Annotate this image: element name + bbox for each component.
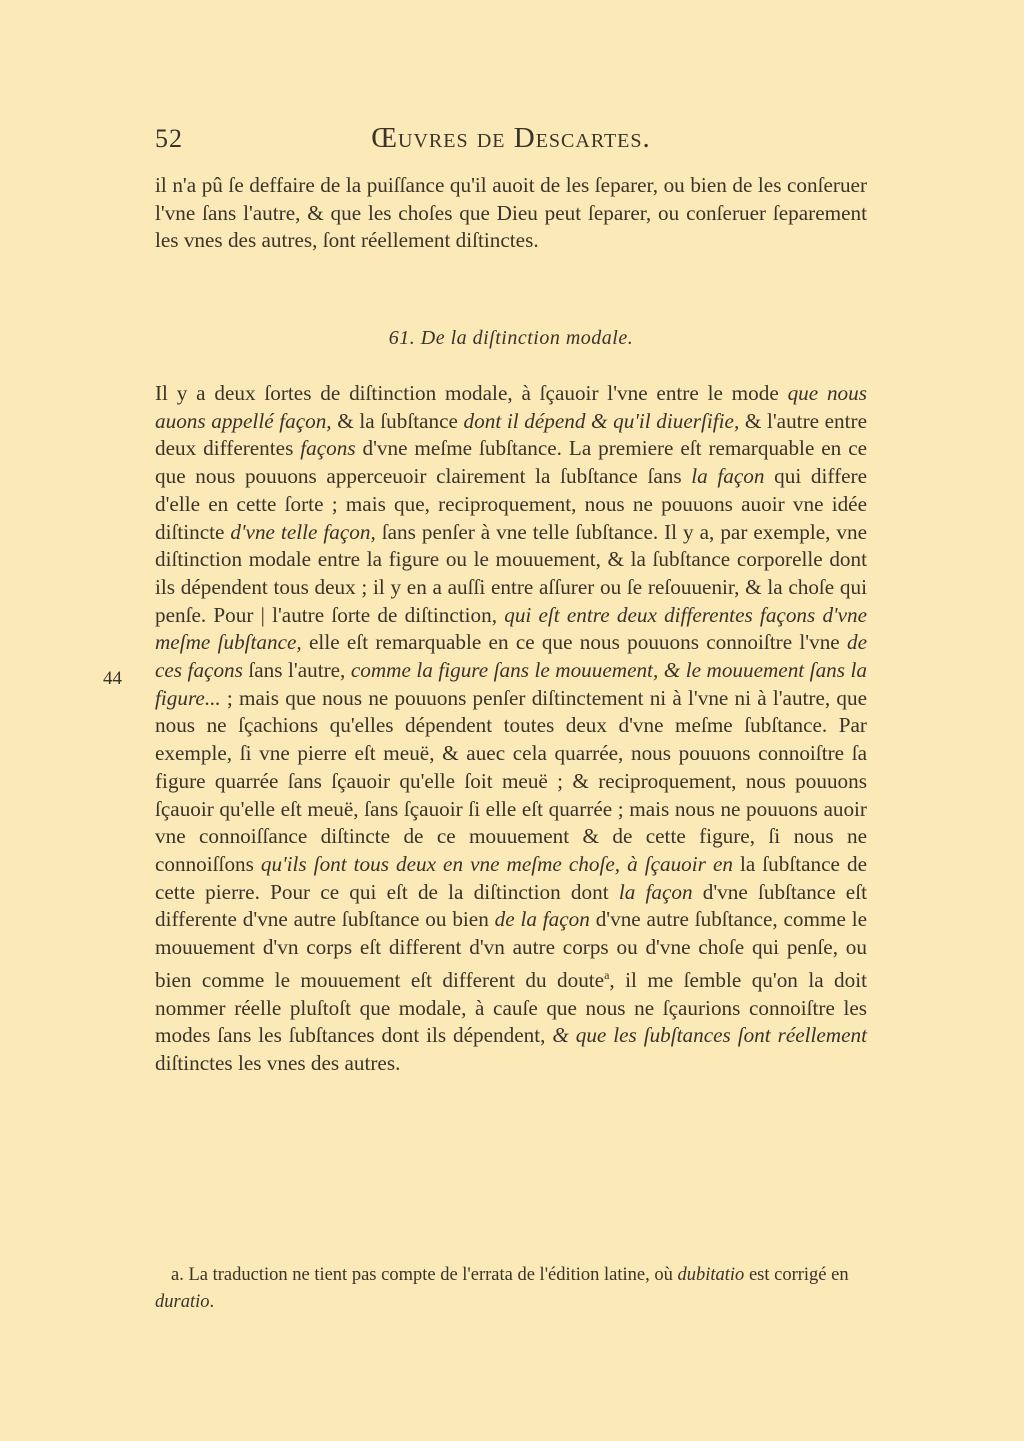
paragraph-modal-distinction xyxy=(155,380,867,1078)
footnote-italic: dubitatio xyxy=(677,1265,745,1285)
margin-page-reference: 44 xyxy=(103,668,122,689)
page-header xyxy=(155,118,867,158)
text-run: d'vne meſme ſubſtance. La premiere eſt remarquable en ce que nous pouuons apperceuoir clairement la ſubſtance ſans xyxy=(155,436,867,489)
italic-run: la façon xyxy=(691,464,765,489)
italic-run: de ces façons xyxy=(155,630,868,683)
paragraph-text xyxy=(155,380,867,1078)
page-number: 52 xyxy=(155,124,183,153)
italic-run: qui eſt entre deux differentes façons d'vne meſme ſubſtance, xyxy=(155,602,867,655)
paragraph-text: il n'a pû ſe deffaire de la puiſſance qu'il auoit de les ſeparer, ou bien de les conſeruer l'vne ſans l'autre, & que les choſes que Dieu peut ſeparer, ou conſeruer ſeparement les vnes des autres, ſont réellement diſtinctes. xyxy=(155,173,867,253)
italic-run: & que les ſubſtances ſont réellement xyxy=(552,1023,867,1048)
footnote xyxy=(155,1262,867,1316)
footnote-marker: a. xyxy=(171,1265,184,1285)
text-run: ſans penſer à vne telle ſubſtance. Il y a, par exemple, vne diſtinction modale entre la figure ou le mouuement, & la ſubſtance corporelle dont ils dépendent tous deux ; il y en a auſſi entre aſſurer ou ſe reſouuenir, & la choſe qui penſe. Pour | l'autre ſorte de diſtinction, xyxy=(155,519,867,627)
text-run: d'vne autre ſubſtance, comme le mouuement d'vn corps eſt different d'vn autre corps ou d'vne choſe qui penſe, ou bien comme le mouuement eſt different du doute xyxy=(155,907,868,992)
text-run: d'vne ſubſtance eſt differente d'vne autre ſubſtance ou bien xyxy=(155,879,867,932)
text-run: diſtinctes les vnes des autres. xyxy=(155,1050,401,1075)
text-run: ; mais que nous ne pouuons penſer diſtinctement ni à l'vne ni à l'autre, que nous ne ſçachions qu'elles dépendent toutes deux d'vne meſme ſubſtance. Par exemple, ſi vne pierre eſt meuë, & auec cela quarrée, nous pouuons connoiſtre ſa figure quarrée ſans ſçauoir qu'elle ſoit meuë ; & reciproquement, nous pouuons ſçauoir qu'elle eſt meuë, ſans ſçauoir ſi elle eſt quarrée ; mais nous ne pouuons auoir vne connoiſſance diſtincte de ce mouuement & de cette figure, ſi nous ne connoiſſons xyxy=(155,685,867,876)
text-run: la ſubſtance de cette pierre. Pour ce qui eſt de la diſtinction dont xyxy=(155,851,867,904)
footnote-text: . xyxy=(209,1292,215,1312)
footnote-text: La traduction ne tient pas compte de l'errata de l'édition latine, où xyxy=(183,1265,678,1285)
italic-run: comme la figure ſans le mouuement, & le mouuement ſans la figure... xyxy=(155,658,867,710)
italic-run: dont il dépend & qu'il diuerſifie, xyxy=(463,408,740,433)
footnote-reference[interactable]: a xyxy=(604,967,610,982)
text-run: Il y a deux ſortes de diſtinction modale, à ſçauoir l'vne entre le mode xyxy=(155,381,788,405)
text-run: , il me ſemble qu'on la doit nommer réelle pluſtoſt que modale, à cauſe que nous ne ſçaurions connoiſtre les modes ſans les ſubſtances dont ils dépendent, xyxy=(155,967,867,1048)
italic-run: qu'ils ſont tous deux en vne meſme choſe, à ſçauoir en xyxy=(260,851,733,876)
running-title: Œuvres de Descartes. xyxy=(371,122,651,154)
italic-run: façons xyxy=(300,436,356,461)
italic-run: de la façon xyxy=(494,907,590,932)
italic-run: la façon xyxy=(618,879,693,904)
text-run: qui differe d'elle en cette ſorte ; mais que, reciproquement, nous ne pouuons auoir vne idée diſtincte xyxy=(155,464,867,544)
italic-run: que nous auons appellé façon, xyxy=(155,381,867,433)
text-run: elle eſt remarquable en ce que nous pouuons connoiſtre l'vne xyxy=(301,630,848,655)
italic-run: d'vne telle façon, xyxy=(230,519,376,544)
text-run: & la ſubſtance xyxy=(331,408,464,433)
text-run: ſans l'autre, xyxy=(242,658,351,683)
footnote-text: est corrigé en xyxy=(744,1265,849,1285)
text-run: & l'autre entre deux differentes xyxy=(155,408,867,461)
paragraph-continuation xyxy=(155,172,867,255)
footnote-italic: duratio xyxy=(155,1292,210,1312)
section-heading: 61. De la diſtinction modale. xyxy=(388,327,634,349)
